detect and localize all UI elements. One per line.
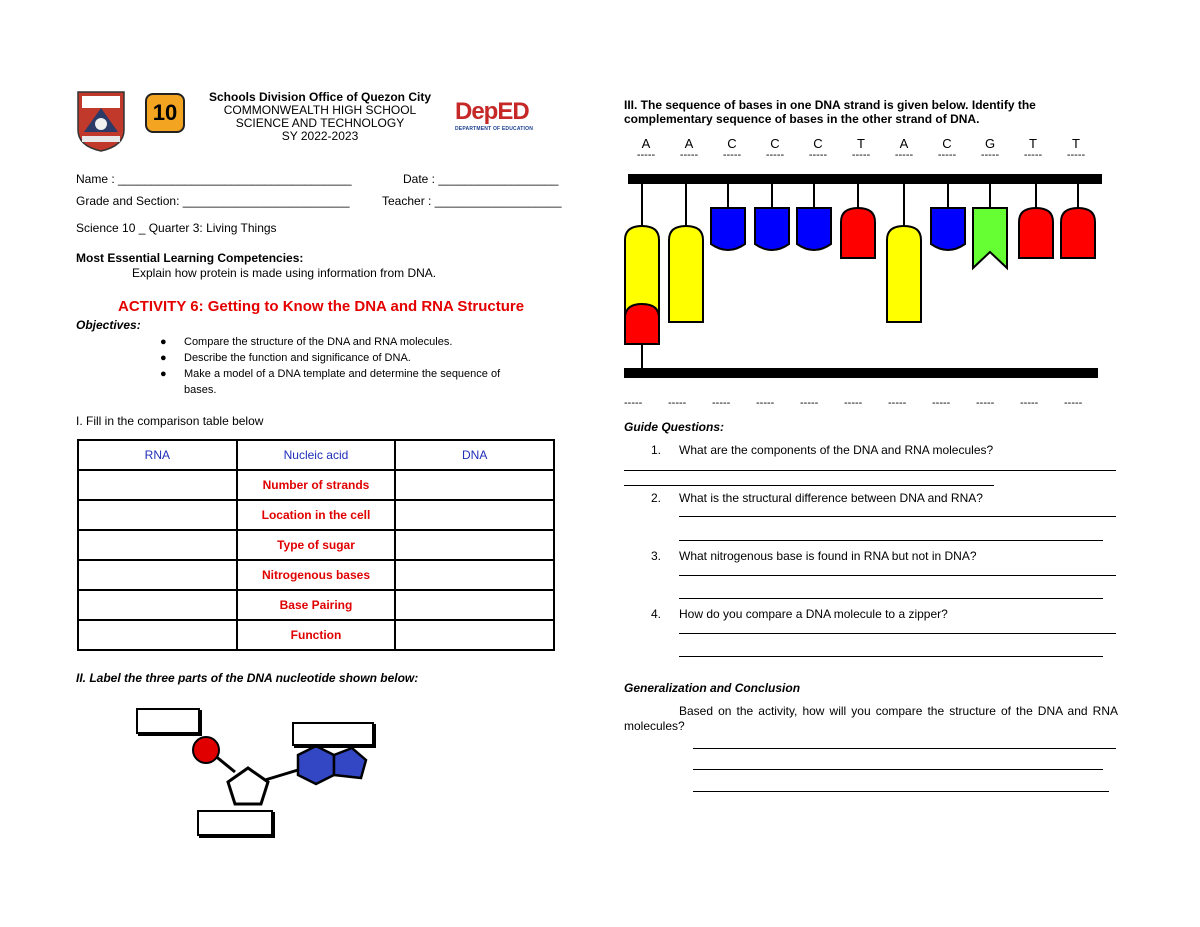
- row-label: Function: [237, 620, 396, 650]
- rna-cell[interactable]: [78, 530, 237, 560]
- part1-title: I. Fill in the comparison table below: [76, 414, 264, 428]
- table-row: [78, 590, 554, 620]
- deped-logo-text: DepED: [455, 98, 529, 125]
- school-logo: [76, 90, 126, 152]
- dna-base-shape: [887, 226, 921, 322]
- answer-blank[interactable]: -----: [624, 397, 643, 409]
- row-label: Number of strands: [237, 470, 396, 500]
- question-number: 2.: [651, 491, 662, 505]
- question-3: What nitrogenous base is found in RNA but not in DNA?: [679, 549, 977, 563]
- deped-subtitle: DEPARTMENT OF EDUCATION: [455, 126, 534, 132]
- answer-blank[interactable]: -----: [976, 397, 995, 409]
- question-2: What is the structural difference between DNA and RNA?: [679, 491, 983, 505]
- header-rna: RNA: [78, 440, 237, 470]
- dna-base-shape: [973, 208, 1007, 268]
- question-number: 1.: [651, 443, 662, 457]
- table-row: [78, 470, 554, 500]
- dna-base-shape: [711, 208, 745, 250]
- dna-cell[interactable]: [395, 590, 554, 620]
- question-1: What are the components of the DNA and RNA molecules?: [679, 443, 994, 457]
- label-box-phosphate[interactable]: [136, 708, 200, 734]
- dna-cell[interactable]: [395, 620, 554, 650]
- answer-blank[interactable]: -----: [1064, 397, 1083, 409]
- sequence-letter: T -----: [851, 136, 871, 161]
- dna-base-shape: [1061, 208, 1095, 258]
- objective-item: ● Describe the function and significance of DNA.: [160, 352, 411, 364]
- answer-line[interactable]: [679, 633, 1116, 634]
- answer-line[interactable]: [624, 485, 994, 486]
- answer-blank[interactable]: -----: [756, 397, 775, 409]
- sugar-pentagon: [228, 768, 268, 804]
- generalization-title: Generalization and Conclusion: [624, 681, 801, 695]
- table-row: [78, 530, 554, 560]
- sequence-letter: C -----: [765, 136, 785, 161]
- objectives-title: Objectives:: [76, 318, 141, 332]
- label-box-sugar[interactable]: [197, 810, 273, 836]
- rna-cell[interactable]: [78, 620, 237, 650]
- sequence-letter: A -----: [636, 136, 656, 161]
- rna-cell[interactable]: [78, 590, 237, 620]
- row-label: Base Pairing: [237, 590, 396, 620]
- comparison-table: [77, 439, 555, 651]
- sequence-letter: T -----: [1066, 136, 1086, 161]
- answer-line[interactable]: [693, 769, 1103, 770]
- answer-blank[interactable]: -----: [1020, 397, 1039, 409]
- question-number: 4.: [651, 607, 662, 621]
- objective-item: ● Compare the structure of the DNA and RNA molecules.: [160, 336, 453, 348]
- sequence-row: [628, 136, 1098, 164]
- sequence-letter: C -----: [937, 136, 957, 161]
- base-hexagon: [298, 746, 334, 784]
- sequence-letter: G -----: [980, 136, 1000, 161]
- row-label: Type of sugar: [237, 530, 396, 560]
- dna-base-shape: [1019, 208, 1053, 258]
- sequence-letter: A -----: [679, 136, 699, 161]
- course-title: Science 10 _ Quarter 3: Living Things: [76, 221, 277, 235]
- answer-dash-row: [624, 397, 1094, 411]
- name-field[interactable]: Name : ___________________________________: [76, 172, 352, 186]
- answer-line[interactable]: [679, 575, 1116, 576]
- complement-base-shape: [625, 304, 659, 344]
- answer-blank[interactable]: -----: [888, 397, 907, 409]
- dna-base-shape: [841, 208, 875, 258]
- answer-blank[interactable]: -----: [668, 397, 687, 409]
- backbone-bottom: [624, 368, 1098, 378]
- header-dna: DNA: [395, 440, 554, 470]
- subject-name: SCIENCE AND TECHNOLOGY: [235, 116, 405, 130]
- generalization-text: Based on the activity, how will you compare the structure of the DNA and RNA molecules?: [624, 704, 1118, 733]
- answer-line[interactable]: [679, 516, 1116, 517]
- dna-template-diagram: [618, 168, 1108, 383]
- dna-cell[interactable]: [395, 470, 554, 500]
- sequence-letter: T -----: [1023, 136, 1043, 161]
- answer-blank[interactable]: -----: [800, 397, 819, 409]
- part2-title: II. Label the three parts of the DNA nucleotide shown below:: [76, 671, 419, 685]
- row-label: Nitrogenous bases: [237, 560, 396, 590]
- school-name: COMMONWEALTH HIGH SCHOOL: [223, 103, 417, 117]
- answer-blank[interactable]: -----: [712, 397, 731, 409]
- answer-line[interactable]: [693, 791, 1109, 792]
- melc-title: Most Essential Learning Competencies:: [76, 251, 304, 265]
- rna-cell[interactable]: [78, 560, 237, 590]
- answer-line[interactable]: [693, 748, 1116, 749]
- table-row: [78, 620, 554, 650]
- base-pentagon: [334, 748, 366, 778]
- date-field[interactable]: Date : __________________: [403, 172, 559, 186]
- dna-cell[interactable]: [395, 530, 554, 560]
- grade-badge: 10: [145, 93, 185, 133]
- sequence-letter: C -----: [722, 136, 742, 161]
- rna-cell[interactable]: [78, 470, 237, 500]
- header-nucleic-acid: Nucleic acid: [237, 440, 396, 470]
- school-year: SY 2022-2023: [281, 129, 359, 143]
- melc-text: Explain how protein is made using information from DNA.: [132, 266, 437, 280]
- answer-line[interactable]: [624, 470, 1116, 471]
- division-name: Schools Division Office of Quezon City: [208, 90, 432, 104]
- dna-base-shape: [755, 208, 789, 250]
- question-number: 3.: [651, 549, 662, 563]
- table-row: [78, 560, 554, 590]
- dna-cell[interactable]: [395, 560, 554, 590]
- sequence-letter: A -----: [894, 136, 914, 161]
- activity-title: ACTIVITY 6: Getting to Know the DNA and RNA Structure: [118, 298, 525, 315]
- grade-section-field[interactable]: Grade and Section: _________________________: [76, 194, 350, 208]
- rna-cell[interactable]: [78, 500, 237, 530]
- dna-base-shape: [669, 226, 703, 322]
- objectives-list: [160, 334, 550, 398]
- answer-line[interactable]: [679, 540, 1103, 541]
- answer-line[interactable]: [679, 656, 1103, 657]
- table-header-row: [78, 440, 554, 470]
- school-header: [190, 91, 450, 143]
- backbone-top: [628, 174, 1102, 184]
- table-row: [78, 500, 554, 530]
- phosphate-circle: [193, 737, 219, 763]
- part3-title: III. The sequence of bases in one DNA strand is given below. Identify the complementary sequence of bases in the other strand of DNA.: [624, 98, 1036, 126]
- question-4: How do you compare a DNA molecule to a zipper?: [679, 607, 948, 621]
- deped-logo: [455, 98, 535, 138]
- teacher-field[interactable]: Teacher : ___________________: [382, 194, 562, 208]
- row-label: Location in the cell: [237, 500, 396, 530]
- guide-title: Guide Questions:: [624, 420, 725, 434]
- sequence-letter: C -----: [808, 136, 828, 161]
- dna-base-shape: [797, 208, 831, 250]
- answer-blank[interactable]: -----: [932, 397, 951, 409]
- answer-line[interactable]: [679, 598, 1103, 599]
- objective-item: ● Make a model of a DNA template and determine the sequence of bases.: [160, 368, 501, 396]
- answer-blank[interactable]: -----: [844, 397, 863, 409]
- dna-cell[interactable]: [395, 500, 554, 530]
- dna-base-shape: [931, 208, 965, 250]
- label-box-base[interactable]: [292, 722, 374, 746]
